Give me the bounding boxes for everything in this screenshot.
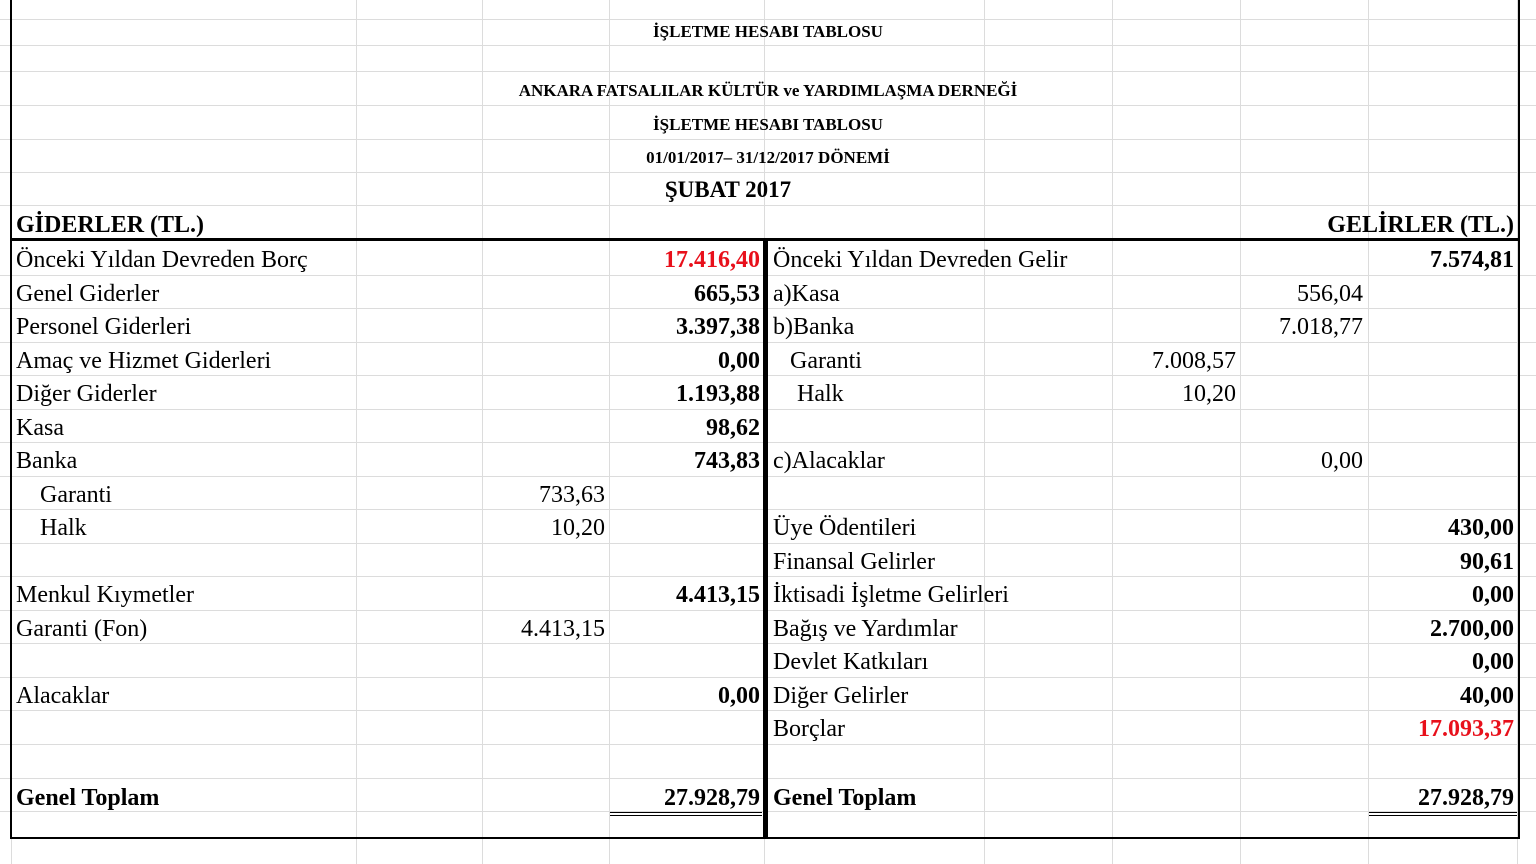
gelir-label: Garanti <box>790 348 862 374</box>
gelir-total: 0,00 <box>1472 649 1514 675</box>
gider-label: Amaç ve Hizmet Giderleri <box>16 348 272 374</box>
gelir-total: 17.093,37 <box>1418 716 1514 742</box>
gider-total: 17.416,40 <box>664 247 760 273</box>
gider-grand-total-label: Genel Toplam <box>16 785 160 811</box>
gider-total: 665,53 <box>694 281 760 307</box>
gelirler-title: GELİRLER (TL.) <box>1327 212 1514 238</box>
gider-total: 0,00 <box>718 348 760 374</box>
gelir-sub: 0,00 <box>1321 448 1363 474</box>
gelir-label: b)Banka <box>773 314 855 340</box>
gelir-label: Üye Ödentileri <box>773 515 917 541</box>
gelir-label: Önceki Yıldan Devreden Gelir <box>773 247 1068 273</box>
gider-label: Garanti <box>40 482 112 508</box>
gider-label: Halk <box>40 515 87 541</box>
gider-sub: 10,20 <box>551 515 605 541</box>
gelir-label: Finansal Gelirler <box>773 549 935 575</box>
gelir-total: 2.700,00 <box>1430 616 1514 642</box>
gelir-total: 40,00 <box>1460 683 1514 709</box>
gelir-label: Diğer Gelirler <box>773 683 909 709</box>
top-title: İŞLETME HESABI TABLOSU <box>653 22 883 41</box>
gider-label: Banka <box>16 448 78 474</box>
gelir-total: 0,00 <box>1472 582 1514 608</box>
total-underline <box>1369 812 1517 813</box>
gelir-sub: 7.018,77 <box>1279 314 1363 340</box>
total-underline <box>610 812 762 813</box>
total-underline <box>610 815 762 816</box>
gider-total: 98,62 <box>706 415 760 441</box>
gelir-label: c)Alacaklar <box>773 448 885 474</box>
gelir-total: 7.574,81 <box>1430 247 1514 273</box>
gelir-label: Bağış ve Yardımlar <box>773 616 958 642</box>
gider-label: Alacaklar <box>16 683 110 709</box>
gelir-label: Borçlar <box>773 716 845 742</box>
gelir-total: 90,61 <box>1460 549 1514 575</box>
total-underline <box>1369 815 1517 816</box>
gelir-total: 430,00 <box>1448 515 1514 541</box>
subtitle: İŞLETME HESABI TABLOSU <box>653 115 883 134</box>
gelir-sub: 556,04 <box>1297 281 1363 307</box>
gider-label: Garanti (Fon) <box>16 616 148 642</box>
gider-total: 4.413,15 <box>676 582 760 608</box>
gider-label: Personel Giderleri <box>16 314 192 340</box>
gider-total: 1.193,88 <box>676 381 760 407</box>
gider-total: 0,00 <box>718 683 760 709</box>
month-title: ŞUBAT 2017 <box>664 177 792 202</box>
gelir-grand-total-label: Genel Toplam <box>773 785 917 811</box>
gelir-subsub: 10,20 <box>1182 381 1236 407</box>
gider-label: Menkul Kıymetler <box>16 582 194 608</box>
gider-label: Kasa <box>16 415 64 441</box>
gider-label: Diğer Giderler <box>16 381 157 407</box>
period: 01/01/2017– 31/12/2017 DÖNEMİ <box>646 148 890 167</box>
gider-label: Önceki Yıldan Devreden Borç <box>16 247 308 273</box>
gelir-label: Halk <box>797 381 844 407</box>
center-divider <box>763 238 768 838</box>
gider-label: Genel Giderler <box>16 281 160 307</box>
org-name: ANKARA FATSALILAR KÜLTÜR ve YARDIMLAŞMA DERNEĞİ <box>518 81 1018 100</box>
gelir-label: İktisadi İşletme Gelirleri <box>773 582 1009 608</box>
gelir-subsub: 7.008,57 <box>1152 348 1236 374</box>
gider-sub: 4.413,15 <box>521 616 605 642</box>
gelir-label: a)Kasa <box>773 281 840 307</box>
gider-total: 3.397,38 <box>676 314 760 340</box>
gelir-grand-total: 27.928,79 <box>1418 785 1514 811</box>
giderler-title: GİDERLER (TL.) <box>16 212 205 238</box>
gider-total: 743,83 <box>694 448 760 474</box>
gider-sub: 733,63 <box>539 482 605 508</box>
gelir-label: Devlet Katkıları <box>773 649 929 675</box>
gider-grand-total: 27.928,79 <box>664 785 760 811</box>
